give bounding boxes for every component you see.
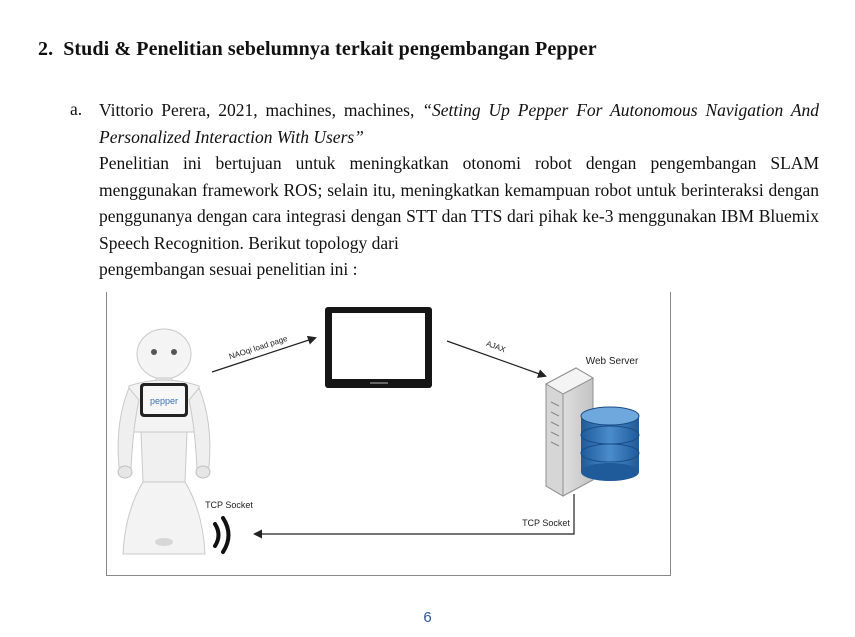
description-last-line: pengembangan sesuai penelitian ini :: [99, 259, 358, 279]
topology-diagram: [107, 292, 670, 575]
web-server-label: Web Server: [585, 356, 639, 367]
section-heading: [38, 38, 597, 61]
citation-authors: Vittorio Perera, 2021, machines, machines,: [99, 100, 423, 120]
citation-paragraph: [99, 97, 819, 150]
arrow-naoqi-label: NAOqi load page: [227, 333, 289, 362]
page-number: 6: [423, 609, 432, 626]
tcp-socket-left-label: TCP Socket: [205, 500, 253, 510]
description-text: Penelitian ini bertujuan untuk meningkatkan otonomi robot dengan pengembangan SLAM menggunakan framework ROS; selain itu, meningkatkan kemampuan robot untuk berinteraksi dengan penggunanya dengan cara integrasi dengan STT dan TTS dari pihak ke-3 menggunakan IBM Bluemix Speech Recognition. Berikut topology dari: [99, 153, 819, 253]
signal-waves-icon: [215, 518, 229, 552]
section-title: Studi & Penelitian sebelumnya terkait pengembangan Pepper: [63, 38, 597, 60]
section-number: 2.: [38, 38, 54, 60]
list-item-marker: a.: [70, 99, 83, 119]
topology-figure: [106, 292, 671, 576]
robot-screen-label: pepper: [149, 396, 179, 406]
pepper-robot-image: [118, 329, 210, 554]
citation-title: “Setting Up Pepper For Autonomous Navigation And Personalized Interaction With Users”: [99, 100, 820, 147]
tcp-socket-right-label: TCP Socket: [522, 518, 570, 528]
arrow-tcp-socket: [255, 494, 574, 534]
description-paragraph: [99, 150, 819, 283]
database-icon: [581, 407, 639, 481]
arrow-ajax-label: AJAX: [484, 338, 507, 355]
tablet-image: [325, 307, 432, 388]
